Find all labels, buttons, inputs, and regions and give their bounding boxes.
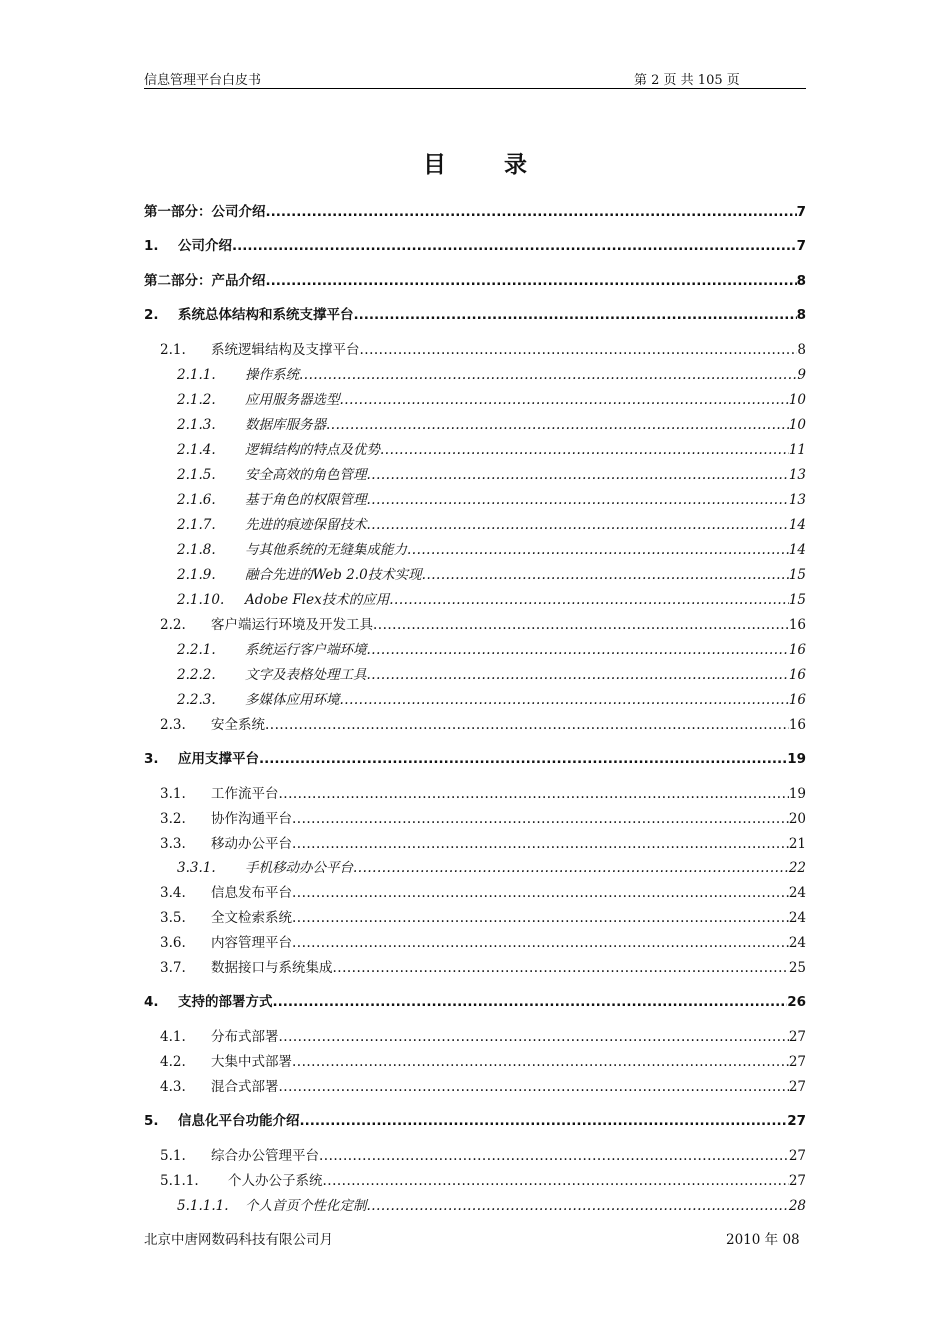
toc-leader-dots [340,690,789,710]
footer-company: 北京中唐网数码科技有限公司月 [144,1232,333,1248]
toc-entry-label: 工作流平台 [211,786,279,802]
toc-entry[interactable] [144,305,806,325]
toc-entry-page: 22 [788,860,806,876]
toc-entry-number: 2.2.2. [177,667,216,683]
toc-entry-label: 数据接口与系统集成 [211,960,333,976]
toc-entry-number: 2. [144,307,159,323]
toc-entry-label: 综合办公管理平台 [211,1148,319,1164]
toc-entry-label: 信息化平台功能介绍 [178,1113,300,1129]
toc-entry-label: 逻辑结构的特点及优势 [245,442,380,458]
toc-leader-dots [232,236,797,256]
toc-entry-page: 16 [788,617,806,633]
toc-entry[interactable] [144,715,806,735]
toc-entry[interactable] [144,908,806,928]
toc-entry-page: 27 [788,1029,806,1045]
toc-leader-dots [279,1077,789,1097]
toc-entry-label: 与其他系统的无缝集成能力 [245,542,407,558]
toc-entry-number: 5.1.1.1. [177,1198,229,1214]
toc-entry-label: 系统逻辑结构及支撑平台 [211,342,360,358]
toc-leader-dots [300,1111,788,1131]
toc-entry-number: 2.1.6. [177,492,216,508]
toc-entry[interactable] [144,640,806,660]
toc-entry-label: 文字及表格处理工具 [245,667,367,683]
toc-entry[interactable] [144,340,806,360]
toc-entry-page: 27 [787,1113,806,1129]
toc-entry-number: 2.2.3. [177,692,216,708]
toc-entry-number: 2.1.2. [177,392,216,408]
toc-leader-dots [380,440,789,460]
toc-entry[interactable] [144,933,806,953]
toc-entry-number: 2.3. [160,717,186,733]
toc-entry[interactable] [144,390,806,410]
toc-entry[interactable] [144,690,806,710]
toc-entry[interactable] [144,565,806,585]
header-doc-title: 信息管理平台白皮书 [144,73,262,88]
toc-entry-page: 14 [788,542,806,558]
toc-entry-number: 2.1.8. [177,542,216,558]
toc-entry[interactable] [144,1196,806,1216]
toc-entry-label: 系统总体结构和系统支撑平台 [178,307,354,323]
toc-entry[interactable] [144,515,806,535]
toc-entry-number: 1. [144,238,159,254]
toc-entry-label: 安全高效的角色管理 [245,467,367,483]
toc-entry-page: 16 [788,642,806,658]
toc-entry[interactable] [144,809,806,829]
toc-leader-dots [326,415,789,435]
toc-entry[interactable] [144,465,806,485]
toc-entry-number: 3.3. [160,836,186,852]
toc-entry-number: 2.1. [160,342,186,358]
toc-entry-page: 16 [788,717,806,733]
toc-entry-number: 3.5. [160,910,186,926]
toc-entry-page: 8 [797,342,806,358]
toc-entry-label: 手机移动办公平台 [245,860,353,876]
toc-entry-page: 9 [797,367,806,383]
toc-leader-dots [265,715,789,735]
header-page-number: 第 2 页 共 105 页 [634,73,740,88]
toc-leader-dots [340,390,789,410]
toc-entry-number: 3.3.1. [177,860,216,876]
toc-entry-label: 客户端运行环境及开发工具 [211,617,373,633]
toc-entry-page: 26 [787,994,806,1010]
toc-entry-page: 10 [788,392,806,408]
toc-leader-dots [360,340,798,360]
toc-entry-page: 7 [796,238,806,254]
toc-entry-page: 13 [788,467,806,483]
toc-leader-dots [266,202,797,222]
toc-entry-page: 15 [788,592,806,608]
toc-leader-dots [319,1146,789,1166]
toc-entry-number: 2.2. [160,617,186,633]
toc-entry-page: 13 [788,492,806,508]
toc-entry-page: 19 [788,786,806,802]
toc-entry-page: 8 [796,273,806,289]
toc-entry-page: 27 [788,1148,806,1164]
toc-leader-dots [333,958,789,978]
toc-entry-label: 协作沟通平台 [211,811,292,827]
toc-entry-page: 24 [788,935,806,951]
toc-entry-label: 多媒体应用环境 [245,692,340,708]
toc-entry-number: 4.2. [160,1054,186,1070]
toc-leader-dots [292,834,789,854]
toc-entry-label: 公司介绍 [178,238,232,254]
toc-entry-label: 支持的部署方式 [178,994,273,1010]
toc-leader-dots [367,665,789,685]
toc-entry-number: 3.6. [160,935,186,951]
toc-leader-dots [389,590,789,610]
toc-entry-number: 3.1. [160,786,186,802]
toc-entry-number: 2.1.5. [177,467,216,483]
toc-leader-dots [279,784,789,804]
toc-entry[interactable] [144,958,806,978]
toc-leader-dots [367,640,789,660]
toc-entry-label: 应用支撑平台 [178,751,259,767]
toc-entry-number: 4.3. [160,1079,186,1095]
toc-entry-number: 2.2.1. [177,642,216,658]
toc-entry[interactable] [144,1052,806,1072]
toc-leader-dots [367,515,789,535]
toc-entry[interactable] [144,834,806,854]
toc-entry-page: 21 [788,836,806,852]
toc-entry[interactable] [144,1077,806,1097]
toc-leader-dots [323,1171,789,1191]
toc-entry-number: 3.2. [160,811,186,827]
toc-entry-page: 16 [788,667,806,683]
toc-entry-number: 2.1.10. [177,592,225,608]
toc-entry[interactable] [144,858,806,878]
toc-entry-label: 个人首页个性化定制 [245,1198,367,1214]
toc-entry-label: 全文检索系统 [211,910,292,926]
toc-entry[interactable] [144,540,806,560]
toc-leader-dots [279,1027,789,1047]
toc-leader-dots [354,305,797,325]
toc-leader-dots [273,992,788,1012]
toc-entry[interactable] [144,202,806,222]
toc-entry[interactable] [144,665,806,685]
toc-entry-label: 第一部分：公司介绍 [144,204,266,220]
toc-entry-page: 25 [788,960,806,976]
toc-entry-label: 数据库服务器 [245,417,326,433]
toc-entry-label: 移动办公平台 [211,836,292,852]
toc-leader-dots [367,465,789,485]
toc-entry-page: 11 [788,442,806,458]
toc-entry[interactable] [144,236,806,256]
toc-leader-dots [292,908,789,928]
toc-leader-dots [422,565,789,585]
toc-entry-label: 大集中式部署 [211,1054,292,1070]
toc-leader-dots [292,1052,789,1072]
toc-leader-dots [292,933,789,953]
toc-entry-page: 27 [788,1054,806,1070]
toc-entry-page: 8 [796,307,806,323]
toc-entry[interactable] [144,415,806,435]
toc-entry-label: 内容管理平台 [211,935,292,951]
toc-entry-number: 2.1.3. [177,417,216,433]
toc-entry-number: 4. [144,994,159,1010]
toc-leader-dots [353,858,789,878]
toc-entry[interactable] [144,590,806,610]
toc-entry[interactable] [144,1027,806,1047]
toc-entry-label: 融合先进的Web 2.0技术实现 [245,567,422,583]
toc-leader-dots [299,365,797,385]
toc-entry-page: 7 [796,204,806,220]
toc-entry-label: 分布式部署 [211,1029,279,1045]
toc-entry-number: 3. [144,751,159,767]
toc-entry-page: 24 [788,885,806,901]
toc-entry-page: 27 [788,1079,806,1095]
toc-entry-label: 基于角色的权限管理 [245,492,367,508]
toc-entry[interactable] [144,615,806,635]
toc-leader-dots [266,271,797,291]
toc-entry-label: 信息发布平台 [211,885,292,901]
toc-entry-label: 安全系统 [211,717,265,733]
toc-entry-label: 混合式部署 [211,1079,279,1095]
footer-date: 2010 年 08 [726,1232,800,1248]
toc-entry-label: 操作系统 [245,367,299,383]
toc-entry-number: 5.1.1. [160,1173,199,1189]
toc-entry-label: Adobe Flex技术的应用 [245,592,390,608]
toc-leader-dots [373,615,789,635]
toc-entry[interactable] [144,784,806,804]
toc-entry-page: 15 [788,567,806,583]
toc-entry-number: 4.1. [160,1029,186,1045]
page-header [144,66,806,89]
toc-entry-label: 系统运行客户端环境 [245,642,367,658]
toc-entry-number: 5. [144,1113,159,1129]
toc-entry[interactable] [144,1146,806,1166]
toc-entry-number: 2.1.9. [177,567,216,583]
toc-leader-dots [292,883,789,903]
toc-entry[interactable] [144,1171,806,1191]
toc-entry-page: 24 [788,910,806,926]
toc-entry[interactable] [144,749,806,769]
toc-entry-label: 第二部分：产品介绍 [144,273,266,289]
toc-entry-page: 20 [788,811,806,827]
toc-entry[interactable] [144,883,806,903]
toc-entry-label: 个人办公子系统 [228,1173,323,1189]
toc-entry-page: 27 [788,1173,806,1189]
toc-entry-page: 10 [788,417,806,433]
toc-leader-dots [367,490,789,510]
toc-entry-number: 5.1. [160,1148,186,1164]
toc-entry[interactable] [144,490,806,510]
toc-entry[interactable] [144,271,806,291]
toc-entry[interactable] [144,440,806,460]
toc-leader-dots [407,540,789,560]
toc-entry[interactable] [144,1111,806,1131]
toc-entry-label: 应用服务器选型 [245,392,340,408]
toc-entry-number: 2.1.1. [177,367,216,383]
toc-entry-page: 16 [788,692,806,708]
toc-leader-dots [292,809,789,829]
toc-leader-dots [367,1196,789,1216]
toc-entry-number: 3.7. [160,960,186,976]
toc-entry-number: 2.1.7. [177,517,216,533]
toc-title: 目录 [423,152,585,178]
toc-entry[interactable] [144,365,806,385]
toc-entry-page: 28 [788,1198,806,1214]
toc-entry-label: 先进的痕迹保留技术 [245,517,367,533]
toc-leader-dots [259,749,787,769]
toc-entry-number: 2.1.4. [177,442,216,458]
toc-entry-page: 14 [788,517,806,533]
toc-entry-page: 19 [787,751,806,767]
toc-entry-number: 3.4. [160,885,186,901]
toc-entry[interactable] [144,992,806,1012]
